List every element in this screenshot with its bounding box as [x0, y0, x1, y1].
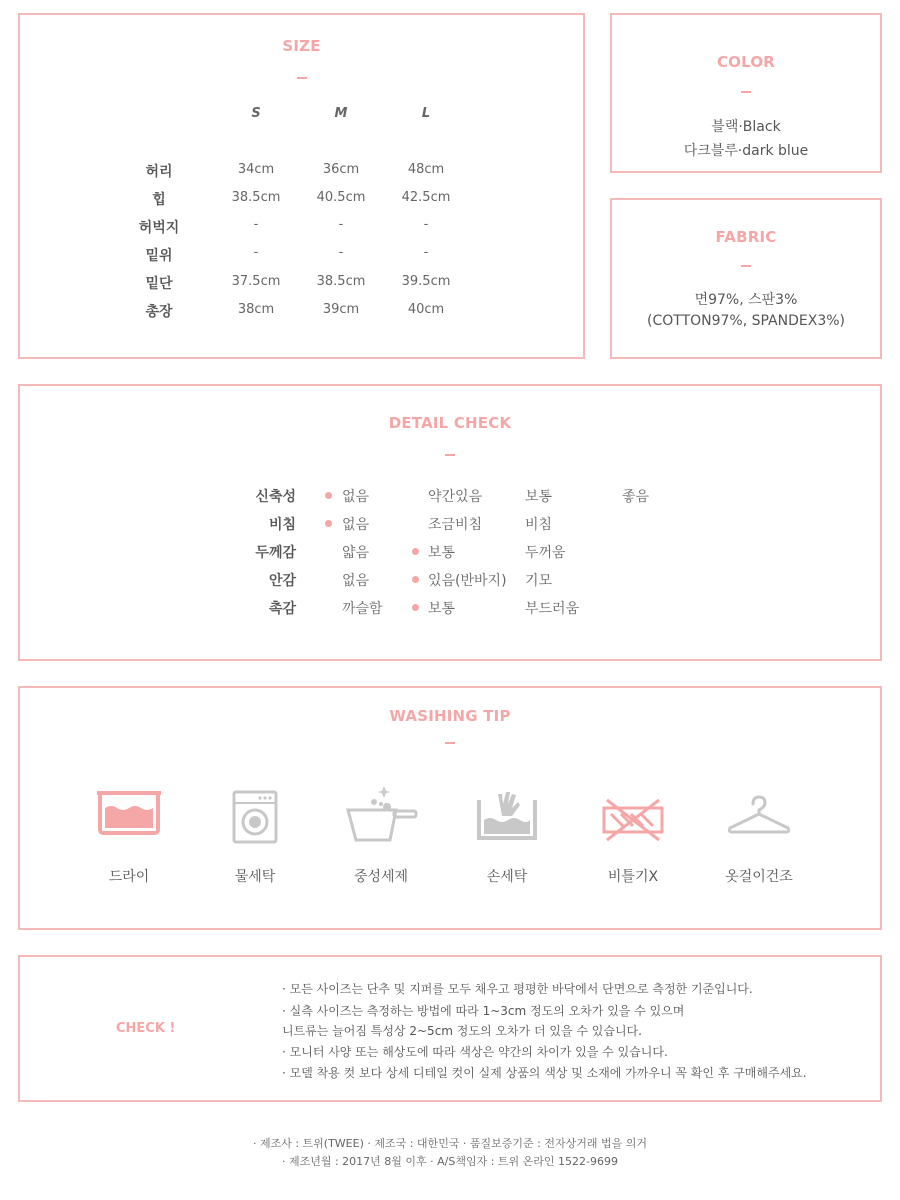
size-header-m: M — [334, 106, 348, 121]
neutral-detergent-icon — [344, 782, 418, 844]
title-divider — [445, 742, 455, 744]
size-cell: 48cm — [407, 162, 445, 177]
wash-label: 손세탁 — [486, 869, 528, 885]
detail-option: 얇음 — [342, 545, 370, 561]
size-cell: 42.5cm — [401, 190, 451, 205]
selected-dot — [325, 520, 332, 527]
size-row-label: 힙 — [152, 192, 166, 208]
color-section — [610, 13, 882, 173]
fabric-composition-ko: 면97%, 스판3% — [694, 292, 798, 308]
production-info: · 제조년월 : 2017년 8월 이후 · A/S책임자 : 트위 온라인 1522-9699 — [281, 1155, 619, 1168]
size-cell: 34cm — [237, 162, 275, 177]
size-cell: 40cm — [407, 302, 445, 317]
wash-label: 드라이 — [108, 869, 150, 885]
detail-option: 부드러움 — [525, 601, 580, 617]
size-cell: - — [253, 217, 259, 232]
size-header-s: S — [251, 106, 261, 121]
size-cell: 38.5cm — [231, 190, 281, 205]
size-cell: - — [338, 245, 344, 260]
size-row-label: 밑단 — [145, 276, 173, 292]
wash-item-handwash — [452, 786, 562, 896]
wash-item-dry — [74, 786, 184, 896]
size-cell: 36cm — [322, 162, 360, 177]
detail-option: 까슬함 — [342, 601, 383, 617]
notice-line: · 모든 사이즈는 단추 및 지퍼를 모두 채우고 평평한 바닥에서 단면으로 측정한 기준입니다. — [282, 982, 753, 996]
detail-row-label: 안감 — [268, 573, 296, 589]
size-row-label: 허리 — [145, 164, 173, 180]
size-cell: 38cm — [237, 302, 275, 317]
hanger-dry-icon — [726, 794, 792, 838]
detail-option: 약간있음 — [428, 489, 483, 505]
wash-item-no-wring — [578, 786, 688, 896]
size-header-l: L — [421, 106, 431, 121]
notice-line: · 모델 착용 컷 보다 상세 디테일 컷이 실제 상품의 색상 및 소재에 가까우니 꼭 확인 후 구매해주세요. — [282, 1066, 807, 1080]
detail-option: 보통 — [525, 489, 553, 505]
notice-line: 니트류는 늘어짐 특성상 2~5cm 정도의 오차가 더 있을 수 있습니다. — [282, 1024, 642, 1038]
wash-label: 물세탁 — [234, 869, 276, 885]
detail-option: 있음(반바지) — [428, 573, 507, 589]
fabric-title: FABRIC — [715, 228, 777, 246]
size-cell: 38.5cm — [316, 274, 366, 289]
washing-tip-section — [18, 686, 882, 930]
detail-option: 두꺼움 — [525, 545, 566, 561]
title-divider — [445, 454, 455, 456]
detail-option: 기모 — [525, 573, 553, 589]
wash-item-machine — [200, 786, 310, 896]
detail-option: 없음 — [342, 573, 370, 589]
detail-option: 보통 — [428, 601, 456, 617]
detail-check-section — [18, 384, 882, 661]
title-divider — [741, 265, 751, 267]
wash-label: 옷걸이건조 — [725, 869, 793, 885]
detail-row-label: 촉감 — [268, 601, 296, 617]
size-cell: 39.5cm — [401, 274, 451, 289]
color-title: COLOR — [716, 53, 776, 71]
size-cell: 37.5cm — [231, 274, 281, 289]
size-section — [18, 13, 585, 359]
detail-title: DETAIL CHECK — [388, 414, 512, 432]
fabric-composition-en: (COTTON97%, SPANDEX3%) — [647, 313, 845, 329]
fabric-section — [610, 198, 882, 359]
wash-item-detergent — [326, 786, 436, 896]
notice-line: · 모니터 사양 또는 해상도에 따라 색상은 약간의 차이가 있을 수 있습니다. — [282, 1045, 668, 1059]
check-title: CHECK ! — [116, 1021, 176, 1036]
detail-option: 좋음 — [622, 489, 650, 505]
detail-option: 없음 — [342, 517, 370, 533]
title-divider — [741, 91, 751, 93]
detail-option: 비침 — [525, 517, 553, 533]
detail-option: 없음 — [342, 489, 370, 505]
size-row-label: 총장 — [145, 304, 173, 320]
selected-dot — [325, 492, 332, 499]
check-notice-section — [18, 955, 882, 1102]
notice-line: · 실측 사이즈는 측정하는 방법에 따라 1~3cm 정도의 오차가 있을 수 있으며 — [282, 1004, 685, 1018]
color-option: 블랙·Black — [711, 119, 781, 135]
detail-option: 보통 — [428, 545, 456, 561]
manufacturer-info: · 제조사 : 트위(TWEE) · 제조국 : 대한민국 · 품질보증기준 : 전자상거래 법을 의거 — [252, 1137, 648, 1150]
wash-label: 비틀기X — [607, 869, 659, 885]
size-cell: - — [423, 245, 429, 260]
detail-row-label: 두께감 — [255, 545, 296, 561]
size-row-label: 허벅지 — [138, 220, 180, 236]
hand-wash-icon — [476, 790, 538, 842]
wash-label: 중성세제 — [353, 869, 409, 885]
size-cell: - — [338, 217, 344, 232]
size-title: SIZE — [282, 37, 321, 55]
wash-item-hanger — [704, 786, 814, 896]
detail-row-label: 비침 — [268, 517, 296, 533]
washing-title: WASIHING TIP — [389, 707, 511, 725]
size-cell: 40.5cm — [316, 190, 366, 205]
no-wring-icon — [601, 798, 665, 842]
detail-option: 조금비침 — [428, 517, 483, 533]
dry-clean-icon — [97, 790, 161, 836]
size-cell: - — [423, 217, 429, 232]
selected-dot — [412, 576, 419, 583]
washing-machine-icon — [232, 790, 278, 844]
size-cell: 39cm — [322, 302, 360, 317]
size-row-label: 밑위 — [145, 248, 173, 264]
color-option: 다크블루·dark blue — [683, 143, 809, 159]
size-cell: - — [253, 245, 259, 260]
detail-row-label: 신축성 — [255, 489, 296, 505]
title-divider — [297, 77, 307, 79]
selected-dot — [412, 548, 419, 555]
selected-dot — [412, 604, 419, 611]
